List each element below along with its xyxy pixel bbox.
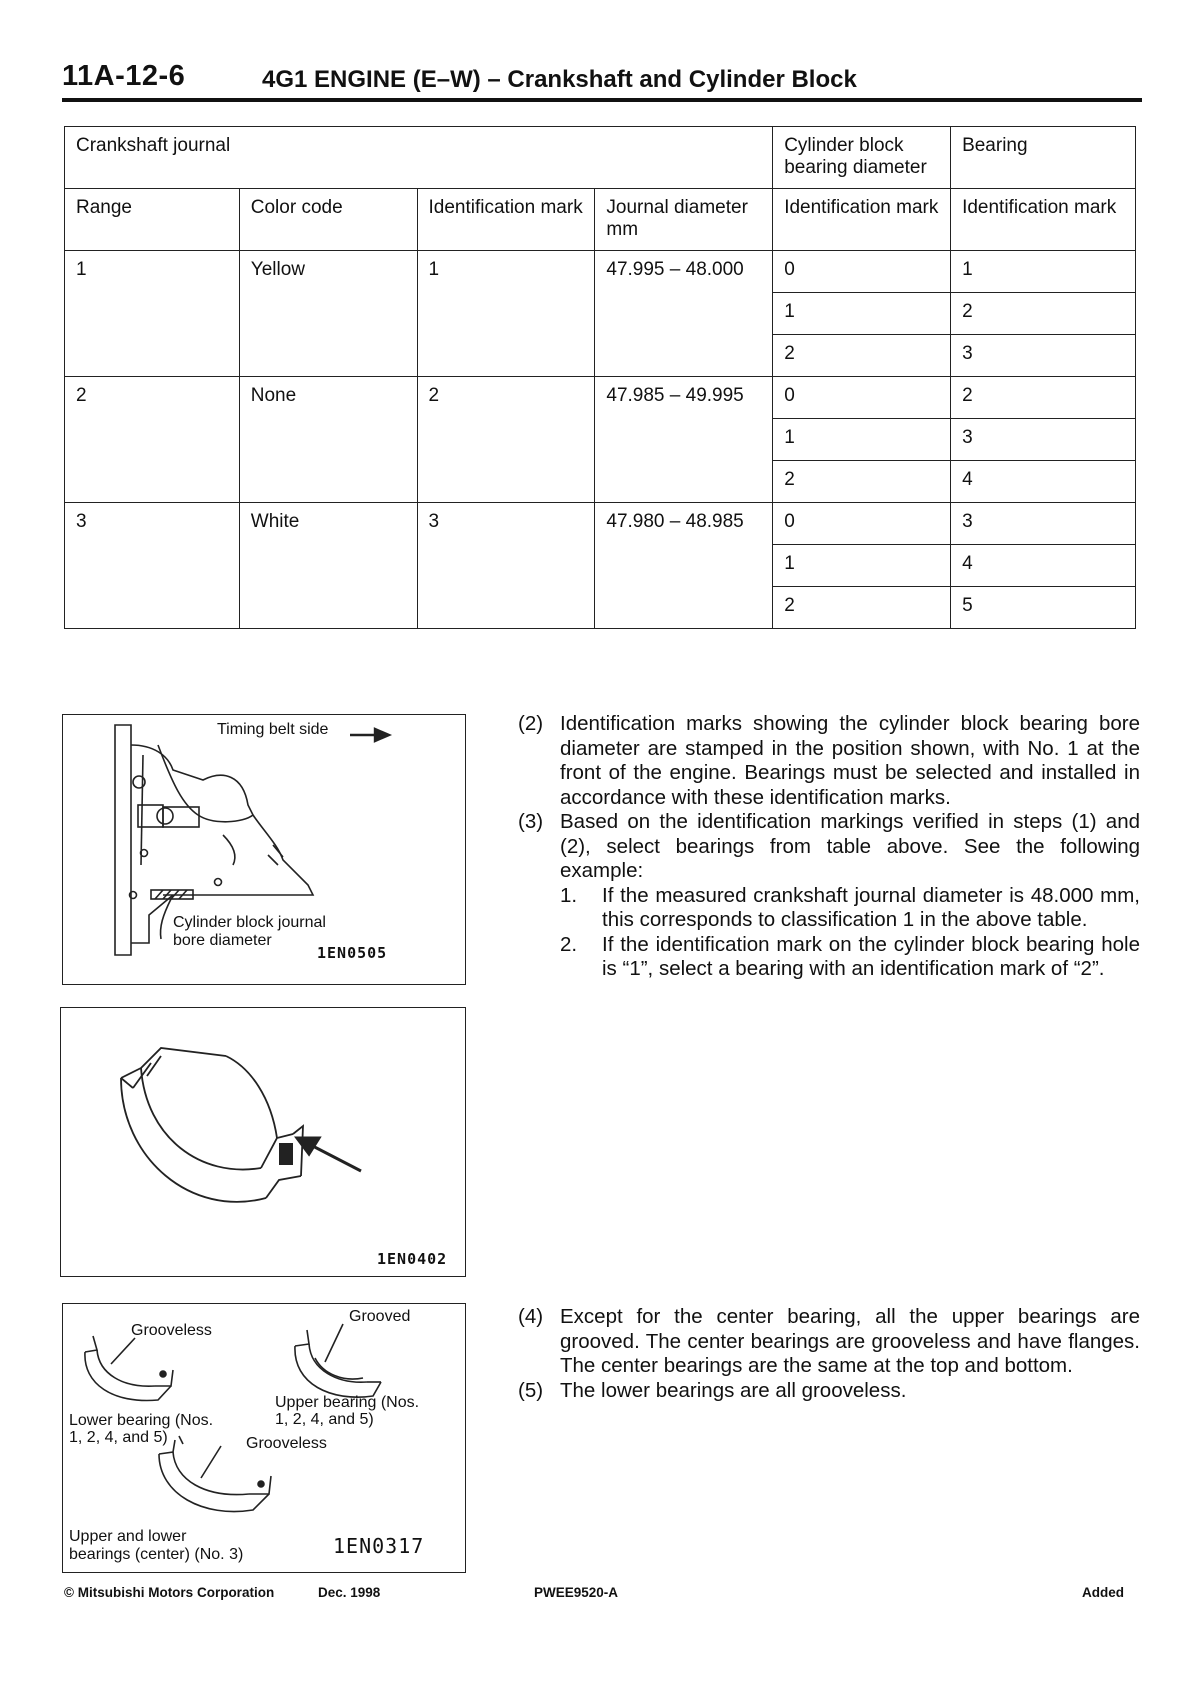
table-row [65,587,1136,629]
grooved-label: Grooved [349,1308,411,1325]
column-header: Identification mark [773,189,951,251]
block-mark-cell: 1 [773,545,951,587]
step-number: (5) [518,1378,544,1402]
page-number: 11A-12-6 [62,60,186,92]
bearing-mark-cell: 2 [951,377,1136,419]
header-crankshaft-journal: Crankshaft journal [65,127,773,189]
footer-date: Dec. 1998 [318,1585,381,1600]
table-row [65,461,1136,503]
substep-number: 1. [560,883,578,907]
bearing-mark-illustration [61,1008,467,1278]
step-number: (2) [518,712,544,735]
mark-cell: 3 [417,503,595,545]
upper-bearing-label: Upper bearing (Nos. [275,1394,420,1411]
bearing-mark-cell: 4 [951,461,1136,503]
step-item [518,1379,1140,1404]
range-cell: 3 [65,503,240,545]
step-number: (4) [518,1305,544,1328]
step-number: (3) [518,810,544,833]
color-cell: White [239,503,417,545]
bearing-selection-table [64,126,1136,629]
table-row [65,335,1136,377]
figure-code: 1EN0402 [377,1250,448,1268]
bearing-mark-cell: 2 [951,293,1136,335]
mark-cell: 1 [417,251,595,293]
bearing-mark-cell: 4 [951,545,1136,587]
substep-item [560,884,1140,933]
step-text: Identification marks showing the cylinder block bearing bore diameter are stamped in the position shown, with No. 1 at the front of the engine. Bearings must be selected and installed in accordance with these identification marks. [560,712,1140,809]
color-cell: Yellow [239,251,417,293]
lower-bearing-label: Lower bearing (Nos. [69,1412,214,1429]
figure-code: 1EN0505 [317,944,388,962]
block-mark-cell: 1 [773,419,951,461]
column-header: Color code [239,189,417,251]
block-mark-cell: 2 [773,587,951,629]
page-title: 4G1 ENGINE (E–W) – Crankshaft and Cylinder Block [262,66,857,93]
procedure-steps-bottom [518,1305,1140,1403]
step-item [518,810,1140,884]
diameter-cell: 47.980 – 48.985 [595,503,773,545]
table-row [65,293,1136,335]
procedure-steps-top [518,712,1140,982]
header-cylinder-block: Cylinder block bearing diameter [773,127,951,189]
lower-bearing-label: 1, 2, 4, and 5) [69,1429,168,1446]
diameter-cell: 47.995 – 48.000 [595,251,773,293]
header-rule [62,98,1142,102]
step-text: Based on the identification markings verified in steps (1) and (2), select bearings from table above. See the following example: [560,810,1140,882]
header-bearing: Bearing [951,127,1136,189]
table-row [65,503,1136,545]
bearing-mark-cell: 1 [951,251,1136,293]
page-header [62,56,1142,102]
diameter-cell: 47.985 – 49.995 [595,377,773,419]
table-row [65,251,1136,293]
upper-bearing-label: 1, 2, 4, and 5) [275,1411,374,1428]
journal-bore-label: Cylinder block journal [173,914,326,931]
range-cell: 2 [65,377,240,419]
column-header: Journal diameter mm [595,189,773,251]
block-mark-cell: 2 [773,461,951,503]
table-row [65,377,1136,419]
journal-bore-label: bore diameter [173,932,272,949]
step-item [518,712,1140,810]
figure-bearing-mark [60,1007,466,1277]
bearing-mark-cell: 3 [951,503,1136,545]
step-text: Except for the center bearing, all the upper bearings are grooved. The center bearings are grooveless and have flanges. The center bearings are the same at the top and bottom. [560,1305,1140,1377]
figure-bearing-types [62,1303,466,1573]
center-bearing-label: bearings (center) (No. 3) [69,1546,244,1563]
grooveless-label: Grooveless [131,1322,212,1339]
substep-text: If the measured crankshaft journal diameter is 48.000 mm, this corresponds to classification 1 in the above table. [602,883,1140,931]
mark-cell: 2 [417,377,595,419]
range-cell: 1 [65,251,240,293]
timing-belt-side-label: Timing belt side [217,721,329,738]
block-mark-cell: 2 [773,335,951,377]
step-item [518,1305,1140,1379]
bearing-mark-cell: 3 [951,335,1136,377]
grooveless-label: Grooveless [246,1435,327,1452]
column-header: Identification mark [417,189,595,251]
substep-number: 2. [560,932,578,956]
block-mark-cell: 1 [773,293,951,335]
column-header: Range [65,189,240,251]
table-group-header-row [65,127,1136,189]
figure-code: 1EN0317 [333,1534,425,1558]
substep-item [560,933,1140,982]
table-column-header-row [65,189,1136,251]
block-mark-cell: 0 [773,503,951,545]
column-header: Identification mark [951,189,1136,251]
figure-cylinder-block [62,714,466,985]
substep-text: If the identification mark on the cylinder block bearing hole is “1”, select a bearing with an identification mark of “2”. [602,932,1140,980]
footer-copyright: © Mitsubishi Motors Corporation [64,1585,275,1600]
footer-doc-code: PWEE9520-A [534,1585,619,1600]
bearing-mark-cell: 3 [951,419,1136,461]
footer-status: Added [1082,1585,1124,1600]
block-mark-cell: 0 [773,251,951,293]
block-mark-cell: 0 [773,377,951,419]
color-cell: None [239,377,417,419]
step-text: The lower bearings are all grooveless. [560,1378,907,1402]
table-row [65,545,1136,587]
bearing-mark-cell: 5 [951,587,1136,629]
table-row [65,419,1136,461]
center-bearing-label: Upper and lower [69,1528,187,1545]
